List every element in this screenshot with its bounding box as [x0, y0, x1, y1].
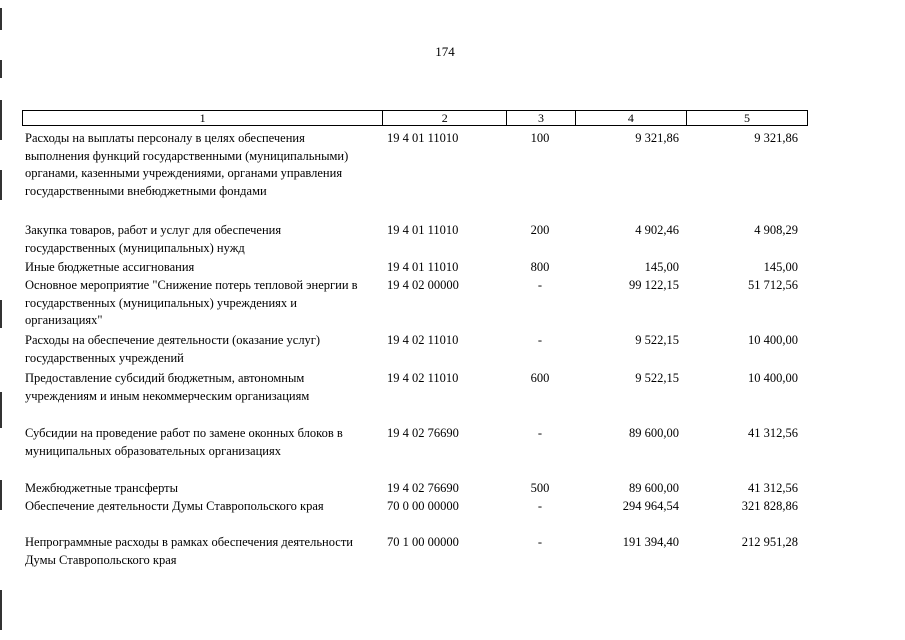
row-name: Межбюджетные трансферты [25, 481, 179, 495]
column-header: 1 [199, 111, 206, 125]
column-header: 4 [575, 111, 686, 125]
row-group: - [537, 333, 543, 347]
row-value-4: 4 902,46 [635, 223, 679, 237]
row-group: 500 [530, 481, 550, 495]
scan-edge-mark [0, 480, 2, 510]
page-number: 174 [435, 44, 455, 59]
row-value-4: 191 394,40 [622, 535, 679, 549]
row-value-4: 99 122,15 [629, 278, 679, 292]
scan-edge-mark [0, 8, 2, 30]
column-header: 5 [686, 111, 807, 125]
row-group: - [537, 499, 543, 513]
scan-edge-mark [0, 170, 2, 200]
row-value-4: 9 522,15 [635, 371, 679, 385]
row-code: 19 4 02 76690 [387, 426, 459, 440]
row-code: 19 4 02 00000 [387, 278, 459, 292]
row-name: Основное мероприятие "Снижение потерь тепловой энергии в государственных (муниципальных) учреждениях и организациях" [25, 278, 358, 327]
row-value-5: 4 908,29 [754, 223, 798, 237]
row-code: 19 4 02 11010 [387, 333, 459, 347]
scan-edge-mark [0, 100, 2, 140]
row-value-4: 294 964,54 [622, 499, 679, 513]
row-value-5: 145,00 [763, 260, 798, 274]
row-name: Закупка товаров, работ и услуг для обеспечения государственных (муниципальных) нужд [25, 223, 282, 255]
row-value-5: 51 712,56 [748, 278, 798, 292]
row-code: 19 4 02 11010 [387, 371, 459, 385]
row-value-4: 89 600,00 [629, 426, 679, 440]
budget-table [22, 110, 808, 567]
scan-edge-mark [0, 392, 2, 428]
row-value-4: 145,00 [644, 260, 679, 274]
row-group: - [537, 426, 543, 440]
column-header: 3 [506, 111, 574, 125]
column-header: 2 [382, 111, 506, 125]
row-value-4: 9 522,15 [635, 333, 679, 347]
row-value-5: 41 312,56 [748, 426, 798, 440]
row-value-5: 9 321,86 [754, 131, 798, 145]
row-group: 800 [530, 260, 550, 274]
row-value-5: 321 828,86 [741, 499, 798, 513]
row-value-5: 10 400,00 [748, 371, 798, 385]
table-header [22, 110, 808, 126]
scan-edge-mark [0, 300, 2, 328]
row-group: 100 [530, 131, 550, 145]
row-group: 200 [530, 223, 550, 237]
row-name: Предоставление субсидий бюджетным, автономным учреждениям и иным некоммерческим организациям [25, 371, 310, 403]
row-code: 70 0 00 00000 [387, 499, 459, 513]
row-code: 19 4 01 11010 [387, 260, 459, 274]
row-name: Расходы на обеспечение деятельности (оказание услуг) государственных учреждений [25, 333, 321, 365]
row-value-5: 212 951,28 [741, 535, 798, 549]
row-value-4: 89 600,00 [629, 481, 679, 495]
row-code: 70 1 00 00000 [387, 535, 459, 549]
row-name: Обеспечение деятельности Думы Ставропольского края [25, 499, 324, 513]
scan-edge-mark [0, 590, 2, 630]
scan-edge-mark [0, 60, 2, 78]
row-name: Непрограммные расходы в рамках обеспечения деятельности Думы Ставропольского края [25, 535, 353, 567]
row-code: 19 4 02 76690 [387, 481, 459, 495]
row-code: 19 4 01 11010 [387, 131, 459, 145]
row-group: - [537, 278, 543, 292]
row-value-4: 9 321,86 [635, 131, 679, 145]
row-value-5: 41 312,56 [748, 481, 798, 495]
row-value-5: 10 400,00 [748, 333, 798, 347]
row-name: Расходы на выплаты персоналу в целях обеспечения выполнения функций государственными (муниципальными) органами, казенными учреждениями, органами управления государственными внебюджетными фондами [25, 131, 349, 198]
row-group: 600 [530, 371, 550, 385]
row-group: - [537, 535, 543, 549]
row-name: Субсидии на проведение работ по замене оконных блоков в муниципальных образовательных организациях [25, 426, 343, 458]
row-code: 19 4 01 11010 [387, 223, 459, 237]
row-name: Иные бюджетные ассигнования [25, 260, 195, 274]
